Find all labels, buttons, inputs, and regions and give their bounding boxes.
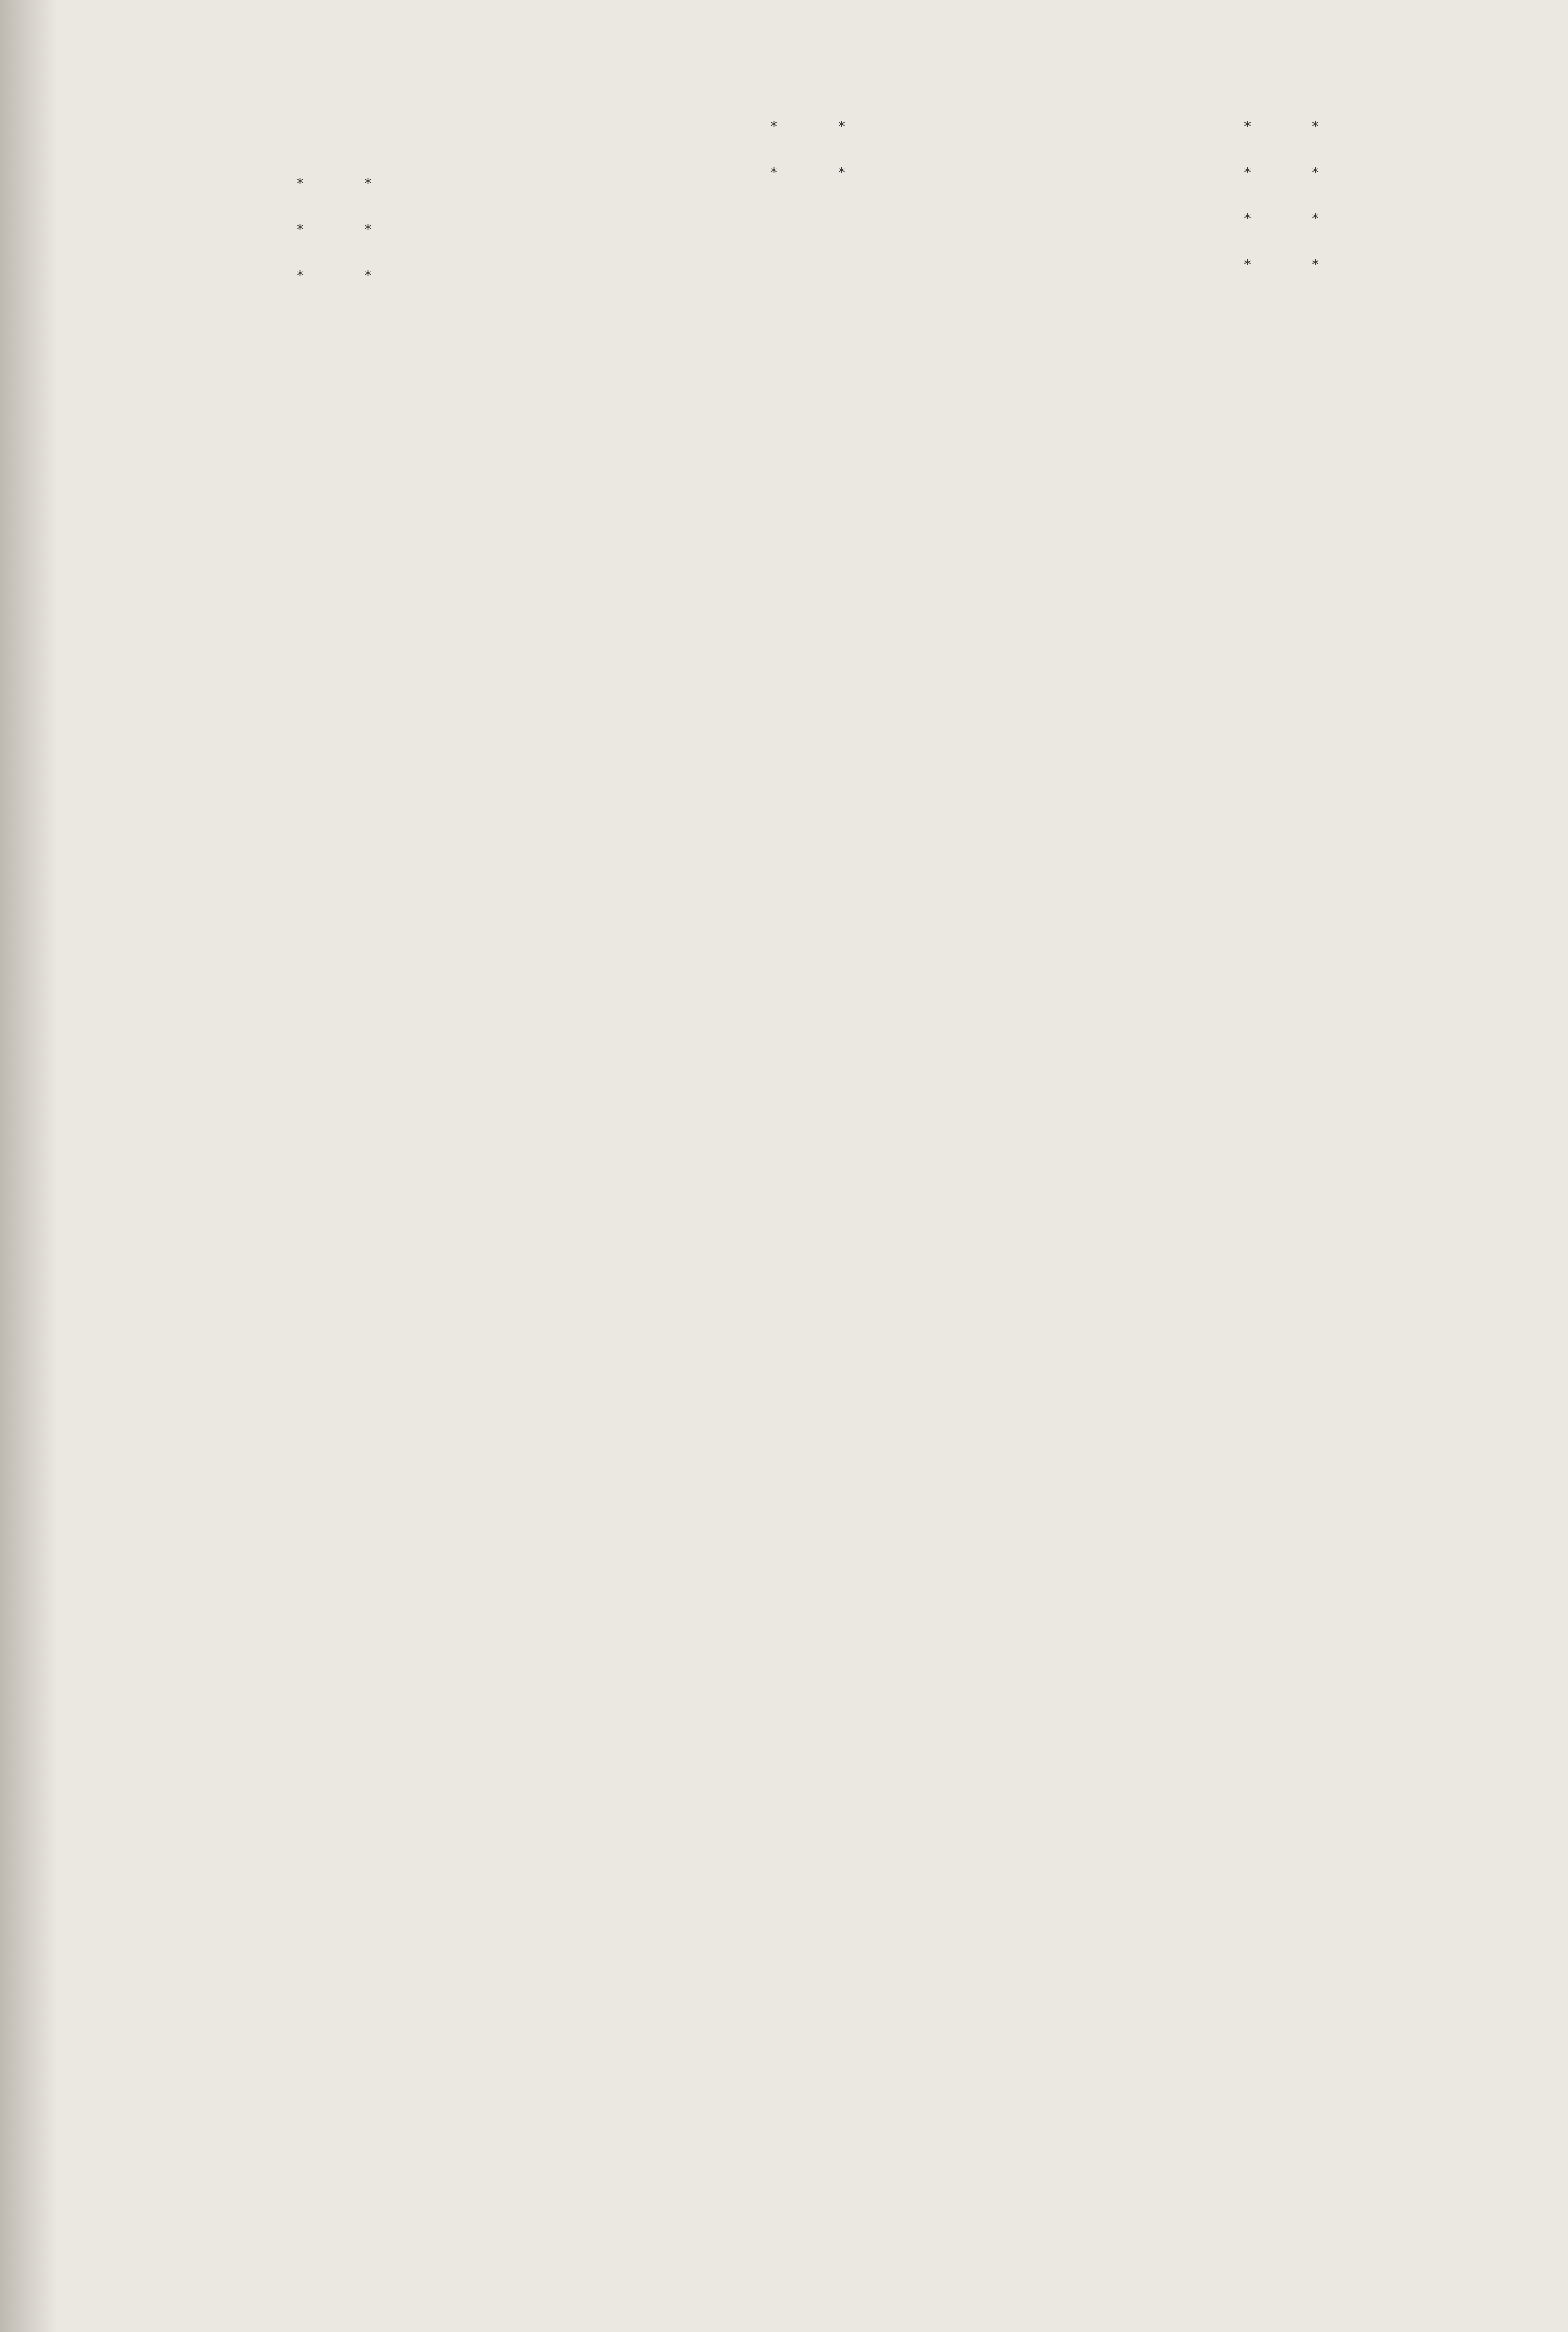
article-paragraph — [1075, 182, 1516, 206]
article-paragraph — [128, 239, 569, 263]
text-columns — [128, 90, 1516, 2274]
column-1 — [128, 90, 569, 2274]
article-paragraph — [602, 90, 1042, 114]
article-paragraph — [128, 119, 569, 142]
column-2 — [602, 90, 1042, 2274]
section-separator: * * — [770, 165, 874, 180]
section-separator: * * — [297, 268, 400, 283]
section-separator: * * — [297, 176, 400, 191]
article-paragraph — [128, 90, 569, 114]
section-separator: * * — [770, 119, 874, 134]
article-paragraph — [128, 147, 569, 171]
article-paragraph — [1075, 90, 1516, 114]
section-separator: * * — [1244, 165, 1347, 180]
article-paragraph — [602, 136, 1042, 160]
article-paragraph — [602, 211, 1042, 234]
article-paragraph — [602, 182, 1042, 206]
article-paragraph — [128, 285, 569, 309]
binding-shadow — [0, 0, 57, 2332]
article-paragraph — [1075, 274, 1516, 298]
section-separator: * * — [1244, 211, 1347, 226]
article-paragraph — [128, 193, 569, 217]
section-separator: * * — [297, 222, 400, 237]
column-3 — [1075, 90, 1516, 2274]
article-paragraph — [1075, 228, 1516, 252]
article-paragraph — [1075, 136, 1516, 160]
section-separator: * * — [1244, 119, 1347, 134]
section-separator: * * — [1244, 257, 1347, 272]
